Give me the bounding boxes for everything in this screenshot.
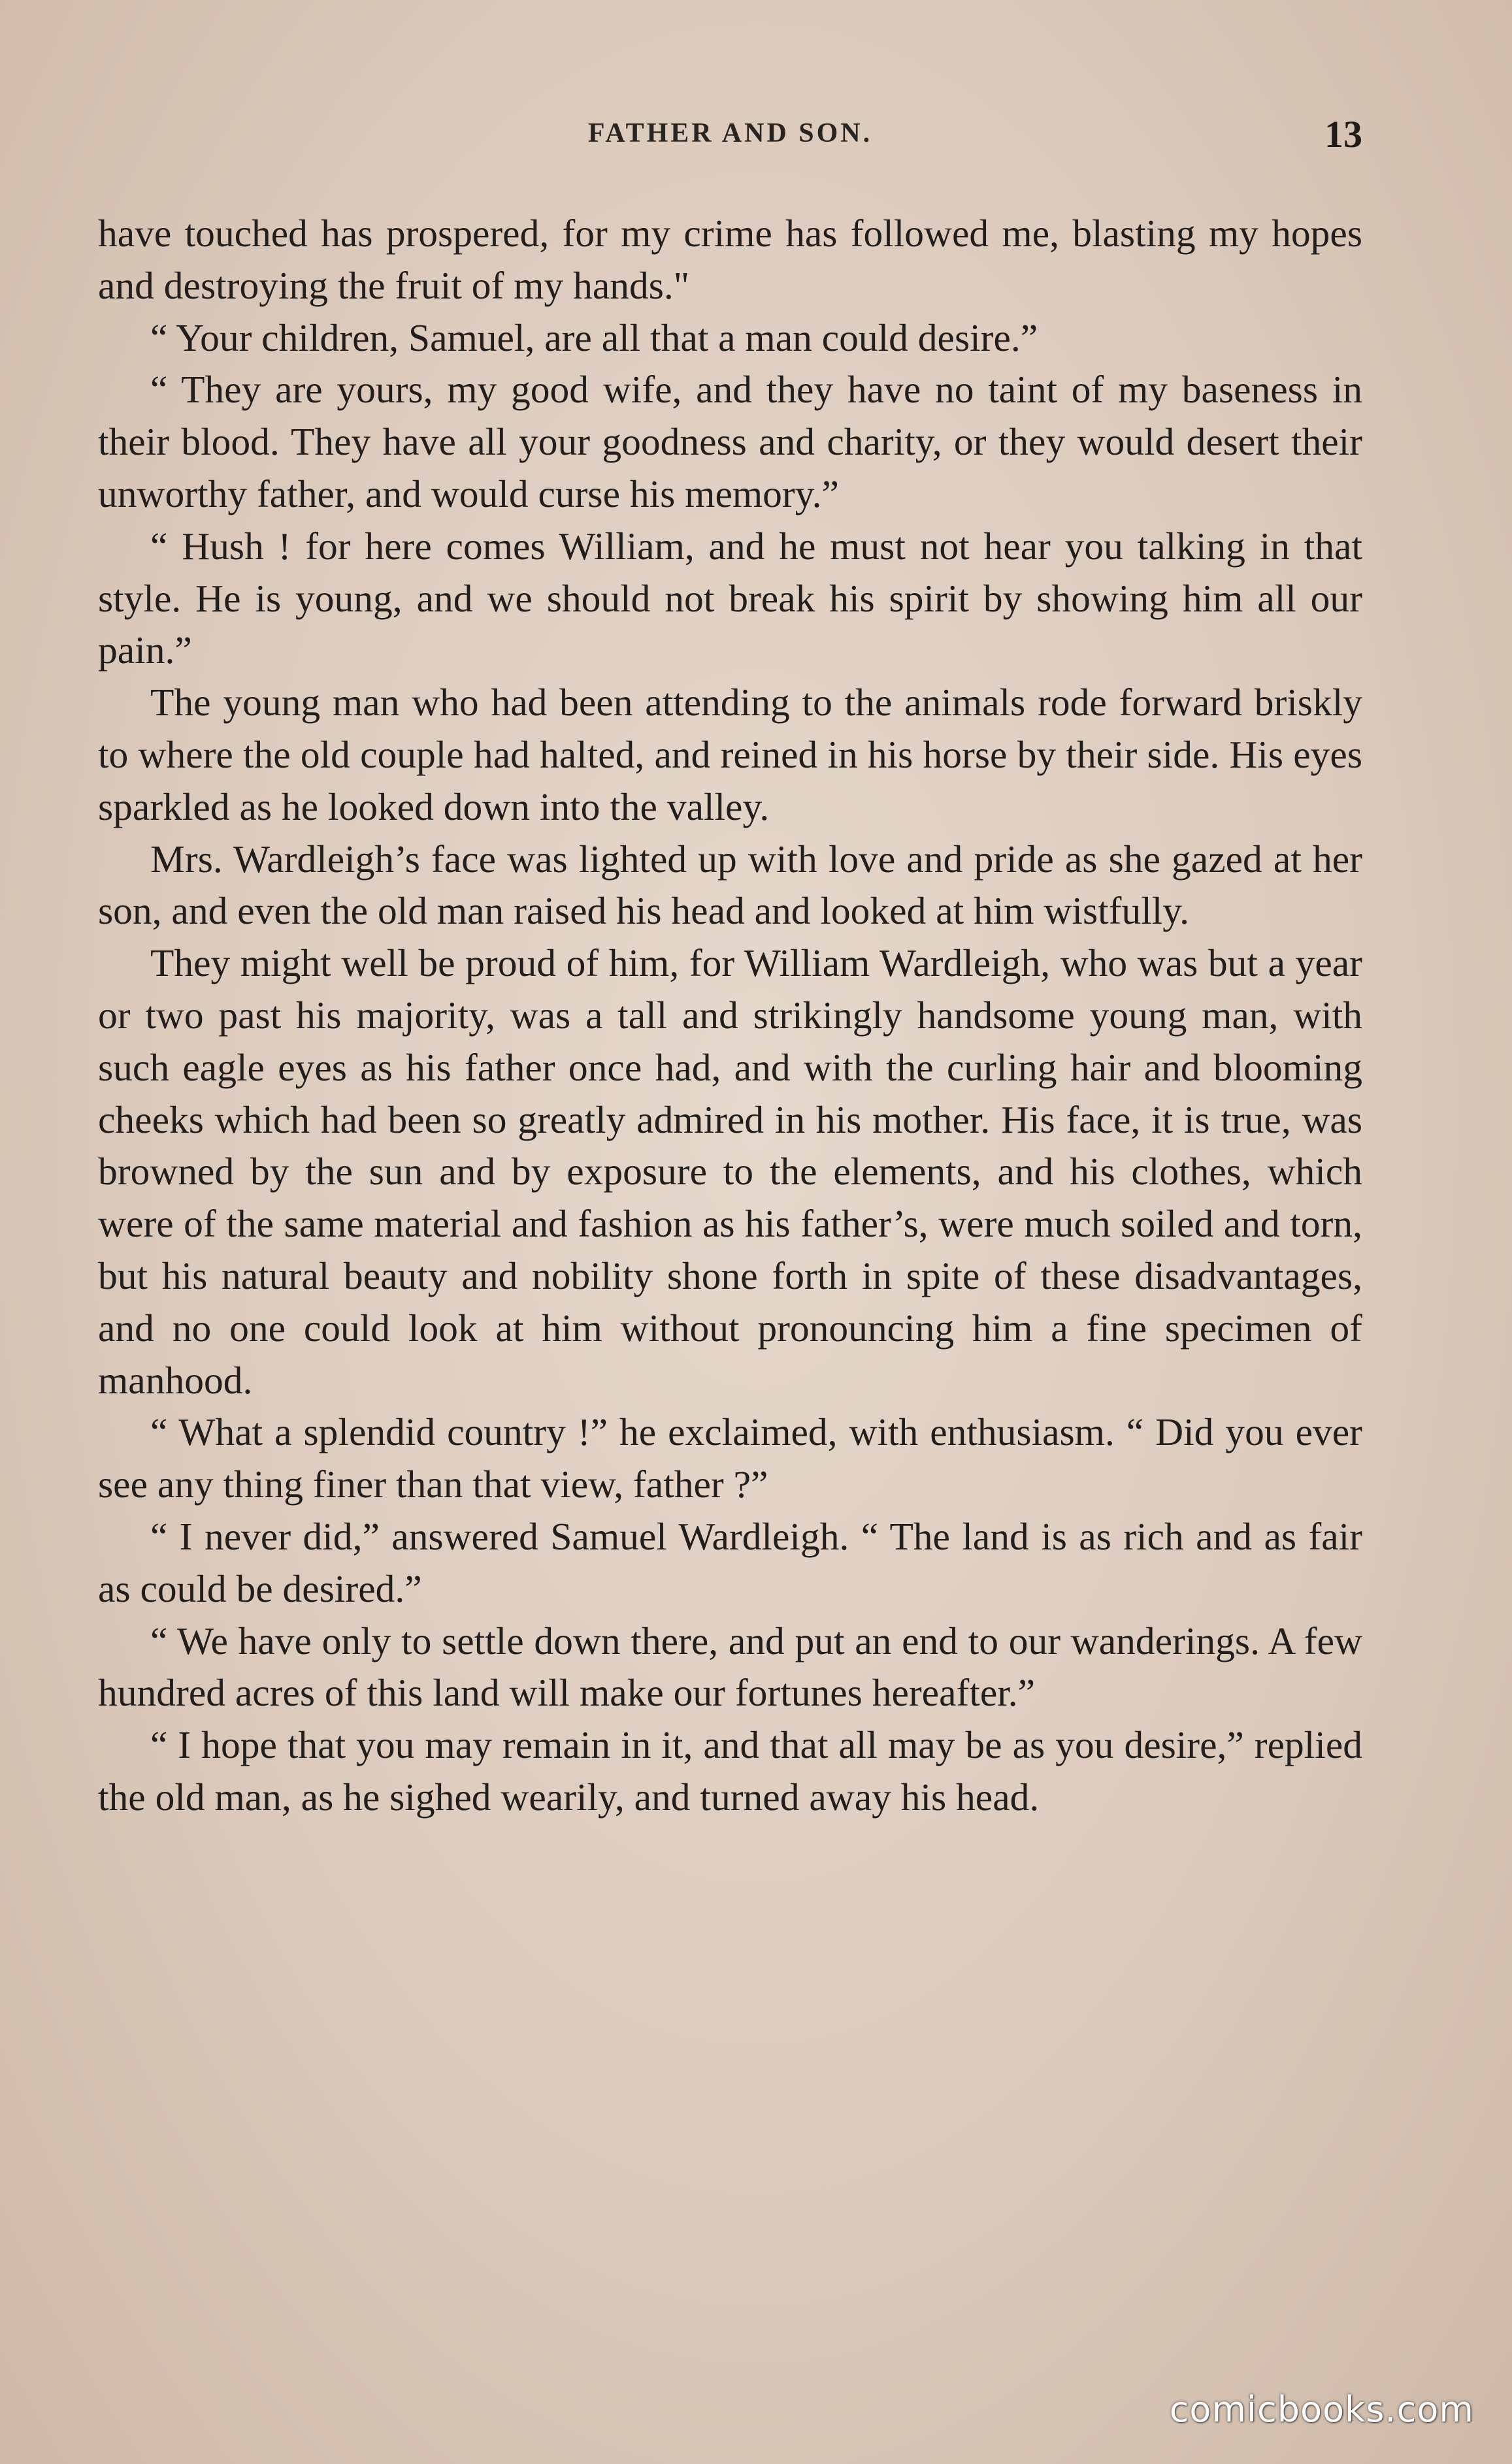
paragraph: Mrs. Wardleigh’s face was lighted up with love and pride as she gazed at her son, and even the old man raised his head and looked at him wistfully. — [98, 837, 1362, 933]
body-text — [98, 208, 1362, 1824]
paragraph: The young man who had been attending to the animals rode forward briskly to where the old couple had halted, and reined in his horse by their side. His eyes sparkled as he looked down into the valley. — [98, 681, 1362, 828]
running-title: FATHER AND SON. — [587, 118, 873, 148]
paragraph: “ They are yours, my good wife, and they have no taint of my baseness in their blood. They have all your goodness and charity, or they would desert their unworthy father, and would curse his memory.” — [98, 368, 1362, 515]
paragraph: “ I hope that you may remain in it, and that all may be as you desire,” replied the old man, as he sighed wearily, and turned away his head. — [98, 1723, 1362, 1819]
paragraph: “ What a splendid country !” he exclaimed, with enthusiasm. “ Did you ever see any thing finer than that view, father ?” — [98, 1410, 1362, 1506]
page-header — [98, 112, 1362, 158]
watermark: comicbooks.com — [1169, 2389, 1474, 2430]
paragraph: have touched has prospered, for my crime has followed me, blasting my hopes and destroying the fruit of my hands." — [98, 212, 1362, 307]
paragraph: “ Hush ! for here comes William, and he must not hear you talking in that style. He is young, and we should not break his spirit by showing him all our pain.” — [98, 524, 1362, 672]
paragraph: “ We have only to settle down there, and put an end to our wanderings. A few hundred acres of this land will make our fortunes hereafter.” — [98, 1619, 1362, 1715]
paragraph: “ Your children, Samuel, are all that a man could desire.” — [150, 316, 1038, 359]
page-number: 13 — [1324, 113, 1362, 155]
paragraph: They might well be proud of him, for William Wardleigh, who was but a year or two past his majority, was a tall and strikingly handsome young man, with such eagle eyes as his father once had, and with the curling hair and blooming cheeks which had been so greatly admired in his mother. His face, it is true, was browned by the sun and by exposure to the elements, and his clothes, which were of the same material and fashion as his father’s, were much soiled and torn, but his natural beauty and nobility shone forth in spite of these disadvantages, and no one could look at him without pronouncing him a fine specimen of manhood. — [98, 941, 1362, 1402]
paragraph: “ I never did,” answered Samuel Wardleigh. “ The land is as rich and as fair as could be desired.” — [98, 1514, 1362, 1610]
